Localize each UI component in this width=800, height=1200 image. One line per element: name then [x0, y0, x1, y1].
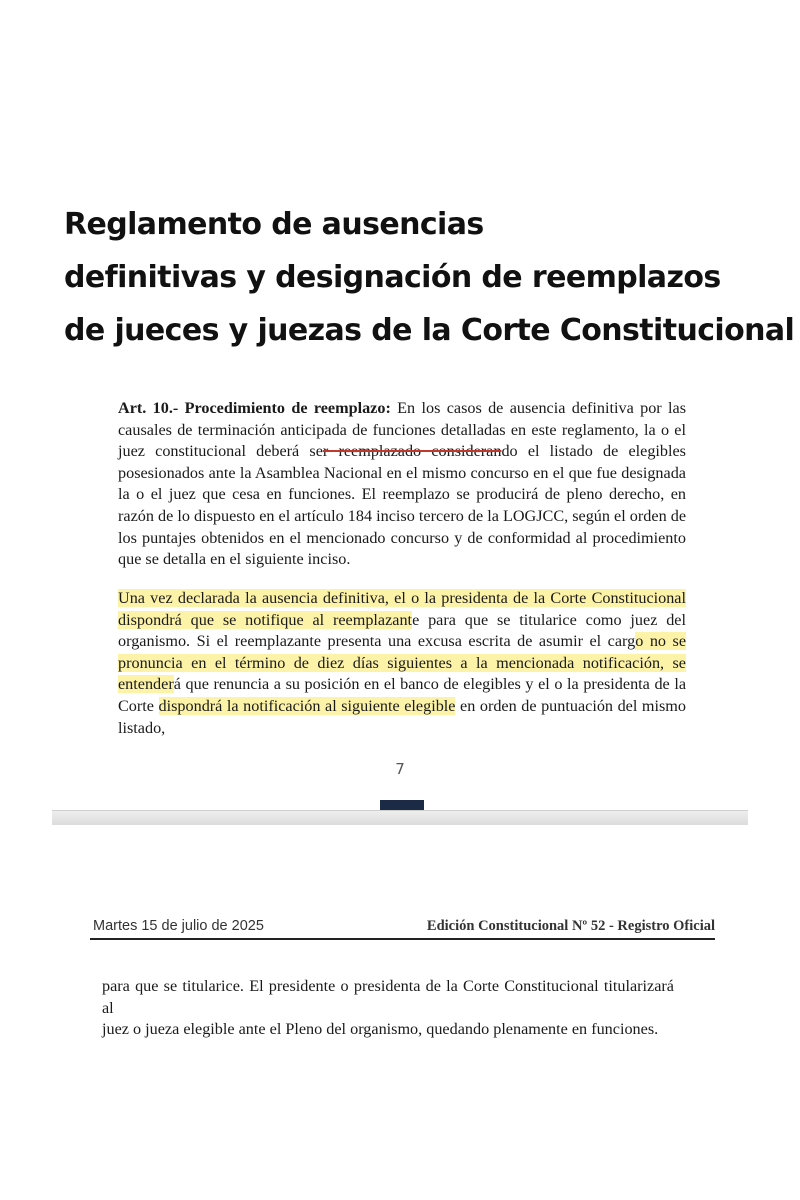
- page-indicator: [380, 800, 424, 810]
- page-header: [90, 914, 715, 940]
- continuation-line-1: para que se titularice. El presidente o presidenta de la Corte Constitucional titularizará al: [102, 977, 674, 1017]
- highlight-3: dispondrá la notificación al siguiente elegible: [158, 696, 456, 715]
- document-title: [64, 198, 795, 357]
- highlight-1: Una vez declarada la ausencia definitiva, el o la presidenta de la Corte Constitucional dispondrá que se notifique al reemplazant: [118, 589, 686, 629]
- page-divider: [52, 810, 748, 825]
- continuation-paragraph: [102, 976, 674, 1041]
- strikethrough-mark: r reemplazado consideran: [322, 442, 502, 461]
- paragraph-2-text-c: en orden de puntuación del mismo listado,: [118, 696, 686, 737]
- continuation-line-2: juez o jueza elegible ante el Pleno del organismo, quedando plenamente en funciones.: [102, 1020, 659, 1039]
- header-edition: Edición Constitucional Nº 52 - Registro Oficial: [426, 918, 715, 934]
- page-number: 7: [395, 760, 405, 778]
- article-heading: Art. 10.- Procedimiento de reemplazo:: [118, 399, 391, 417]
- title-line-1: Reglamento de ausencias: [64, 207, 484, 242]
- highlight-2: o no se pronuncia en el término de diez días siguientes a la mencionada notificación, se entender: [118, 632, 687, 694]
- paragraph-1-text-b: do el listado de elegibles posesionados ante la Asamblea Nacional en el mismo concurso en el que fue designada la o el juez que cesa en funciones. El reemplazo se producirá de pleno derecho, en razón de lo dispuesto en el artículo 184 inciso tercero de la LOGJCC, según el orden de los puntajes obtenidos en el mencionado concurso y de conformidad al procedimiento que se detalla en el siguiente inciso.: [118, 442, 686, 569]
- paragraph-2-text-b: á que renuncia a su posición en el banco de elegibles y el o la presidenta de la Corte: [118, 675, 686, 715]
- article-paragraph-1: [118, 398, 686, 571]
- title-line-2: definitivas y designación de reemplazos: [64, 260, 721, 295]
- paragraph-1-text-a: En los casos de ausencia definitiva por las causales de terminación anticipada de funciones detalladas en este reglamento, la o el juez constitucional deberá se: [118, 399, 686, 461]
- header-date: Martes 15 de julio de 2025: [93, 918, 264, 934]
- article-paragraph-2: [118, 588, 686, 739]
- title-line-3: de jueces y juezas de la Corte Constitucional: [64, 313, 795, 348]
- paragraph-2-text-a: e para que se titularice como juez del organismo. Si el reemplazante presenta una excusa escrita de asumir el carg: [118, 610, 686, 651]
